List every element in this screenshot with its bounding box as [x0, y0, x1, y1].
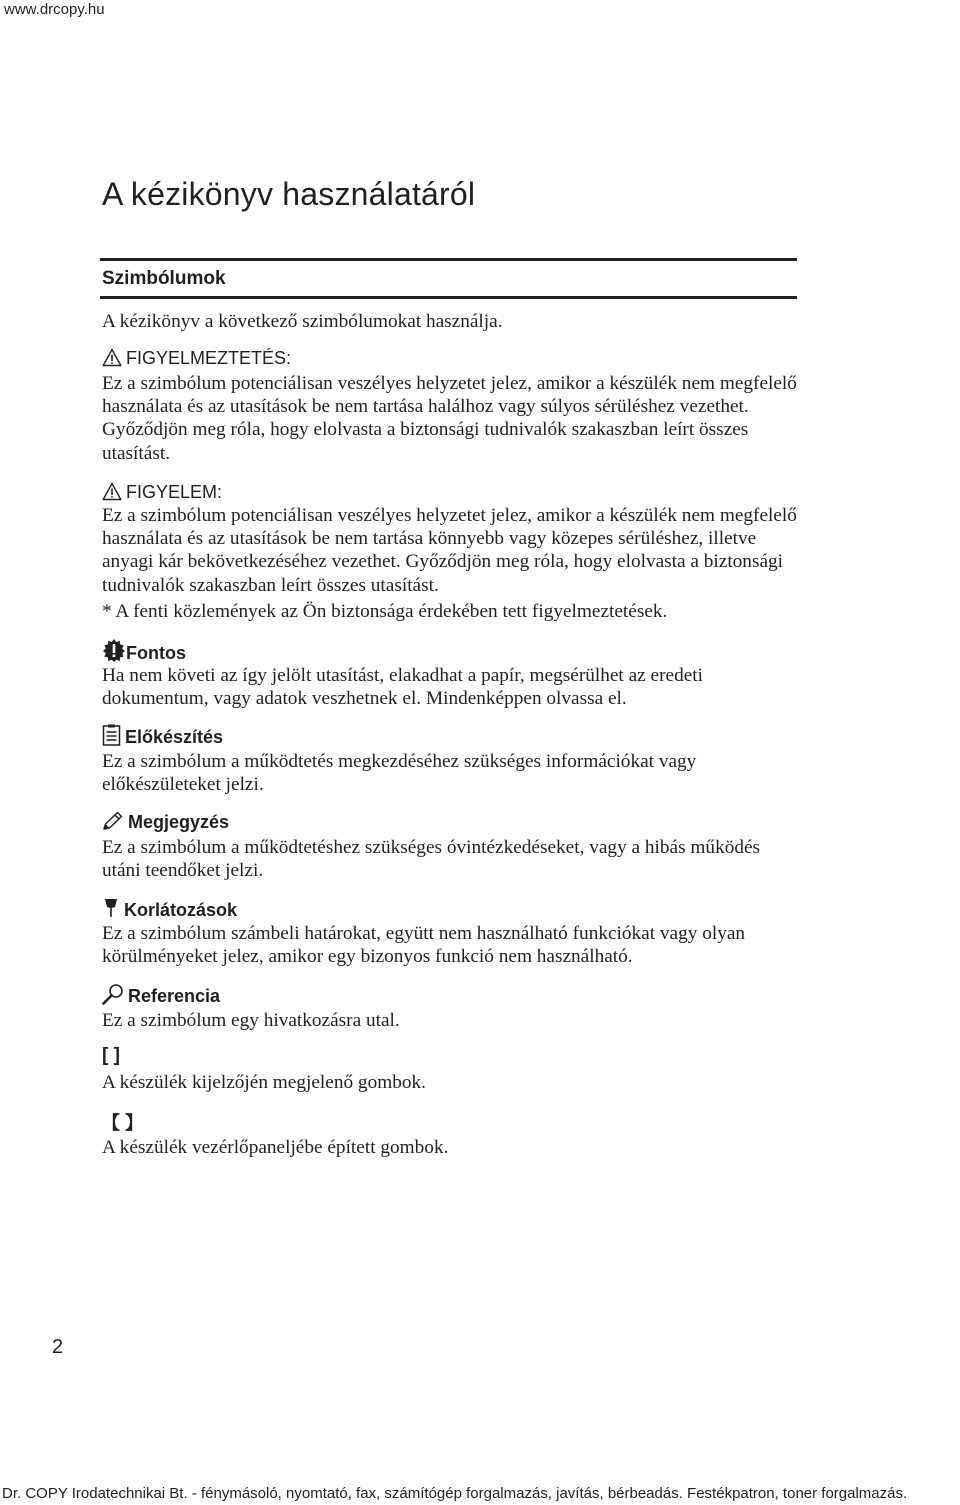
reference-text: Ez a szimbólum egy hivatkozásra utal.: [102, 1010, 400, 1031]
note-text: Ez a szimbólum a működtetéshez szükséges óvintézkedéseket, vagy a hibás működés utáni teendőket jelzi.: [102, 837, 761, 882]
caution-text: Ez a szimbólum potenciálisan veszélyes helyzetet jelez, amikor a készülék nem megfelelő használata és az utasítások be nem tartása könnyebb vagy közepes sérüléshez, illetve anyagi kár bekövetkezéséhez vezethet. Győződjön meg róla, hogy elolvasta a biztonsági tudnivalók szakaszban leírt összes utasítást.: [102, 505, 797, 596]
header-url: www.drcopy.hu: [4, 1, 105, 18]
important-text: Ha nem követi az így jelölt utasítást, elakadhat a papír, megsérülhet az eredeti dokumentum, vagy adatok veszhetnek el. Mindenképpen olvassa el.: [102, 665, 703, 710]
important-badge-icon: [102, 638, 126, 667]
section-heading: Szimbólumok: [102, 268, 226, 289]
warning-triangle-icon: [102, 348, 122, 372]
pushpin-icon: [102, 897, 120, 924]
warning-text: Ez a szimbólum potenciálisan veszélyes helyzetet jelez, amikor a készülék nem megfelelő használata és az utasítások be nem tartása halálhoz vagy súlyos sérüléshez vezethet. Győződjön meg róla, hogy elolvasta a biztonsági tudnivalók szakaszban leírt összes utasítást.: [102, 373, 797, 464]
heading-rule-top: [100, 258, 797, 261]
page-title: A kézikönyv használatáról: [102, 176, 476, 212]
limitation-text: Ez a szimbólum számbeli határokat, együtt nem használható funkciókat vagy olyan körülményeket jelez, amikor egy bizonyos funkció nem használható.: [102, 923, 746, 968]
important-label: Fontos: [102, 638, 186, 667]
safety-note: * A fenti közlemények az Ön biztonsága érdekében tett figyelmeztetések.: [102, 601, 668, 622]
intro-text: A kézikönyv a következő szimbólumokat használja.: [102, 311, 503, 332]
page-number: 2: [52, 1336, 64, 1358]
panel-key-text: A készülék vezérlőpaneljébe épített gombok.: [102, 1137, 449, 1158]
note-label: Megjegyzés: [102, 811, 229, 836]
magnifier-icon: [102, 983, 124, 1010]
reference-label: Referencia: [102, 983, 220, 1010]
display-key-symbol: [ ]: [102, 1045, 120, 1066]
display-key-text: A készülék kijelzőjén megjelenő gombok.: [102, 1072, 426, 1093]
pencil-icon: [102, 811, 124, 836]
warning-triangle-icon: [102, 482, 122, 506]
footer-text: Dr. COPY Irodatechnikai Bt. - fénymásoló, nyomtató, fax, számítógép forgalmazás, javítás, bérbeadás. Festékpatron, toner forgalmazás.: [2, 1485, 908, 1502]
warning-label: FIGYELMEZTETÉS:: [102, 347, 291, 372]
preparation-label: Előkészítés: [102, 724, 223, 751]
heading-rule-bottom: [100, 296, 797, 299]
limitation-label: Korlátozások: [102, 897, 237, 924]
preparation-text: Ez a szimbólum a működtetés megkezdéséhez szükséges információkat vagy előkészületeket jelzi.: [102, 751, 697, 796]
caution-label: FIGYELEM:: [102, 481, 222, 506]
panel-key-symbol: 【 】: [102, 1113, 144, 1133]
checklist-icon: [102, 724, 121, 751]
